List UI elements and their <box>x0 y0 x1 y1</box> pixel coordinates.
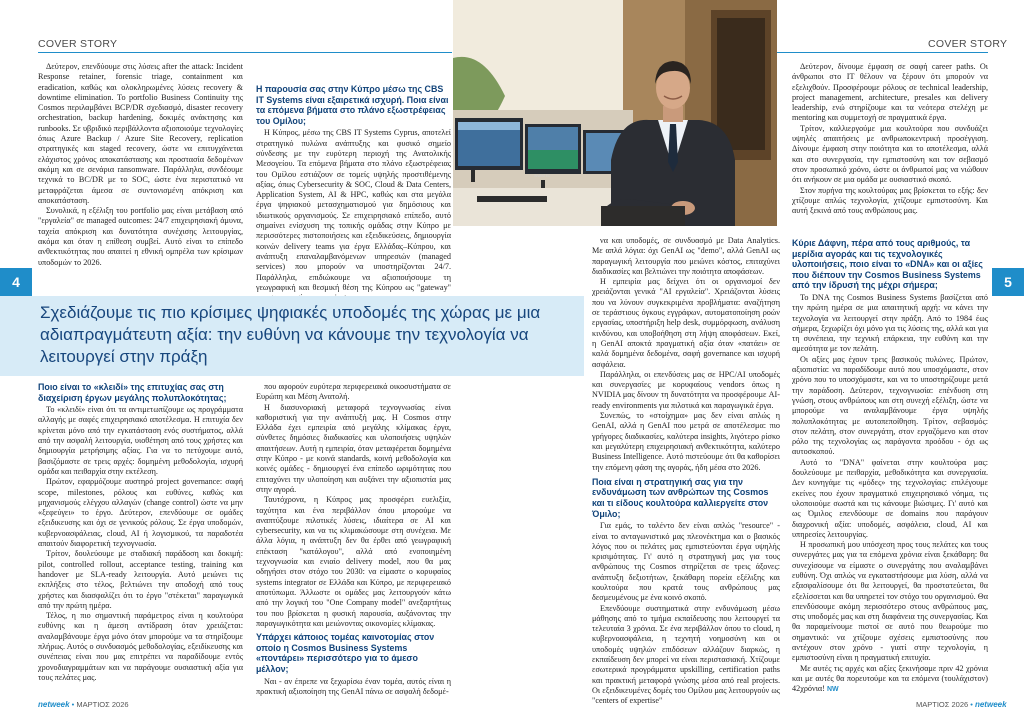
executive-photo <box>453 0 777 226</box>
page-number-right: 5 <box>992 268 1024 296</box>
paragraph: Αυτό το "DNA" φαίνεται στην κουλτούρα μας: δουλεύουμε με πειθαρχία, μεθοδικότητα και συνεργασία. Δεν κυνηγάμε τις «μόδες» της τεχνολογίας: επιλέγουμε εκείνες που έχουν πραγματικό επιχειρησιακό νόημα, τις υλοποιούμε σωστά και τις κάνουμε βιώσιμες. Γι' αυτό και ως Όμιλος επενδύουμε σε domains που παράγουν διαχρονική αξία: υποδομές, ασφάλεια, cloud, AI και υπηρεσίες λειτουργίας. <box>792 457 988 539</box>
paragraph: Ναι - αν έπρεπε να ξεχωρίσω έναν τομέα, αυτός είναι η πρακτική αξιοποίηση της GenAI πάνω σε ασφαλή δεδομέ- <box>256 676 451 696</box>
keyboard <box>477 196 547 202</box>
footer-brand: netweek <box>974 700 1007 709</box>
paragraph: Τρίτον, δουλεύουμε με σταδιακή παράδοση και δοκιμή: pilot, controlled rollout, acceptance testing, training και handover με SLA-ready λειτουργία. Αυτό μειώνει τις εκπλήξεις στο τέλος, βελτιώνει την αποδοχή από τους χρήστες και διασφαλίζει ότι το έργο "στέκεται" παραγωγικά από την πρώτη ημέρα. <box>38 549 243 610</box>
paragraph: Η διασυνοριακή μεταφορά τεχνογνωσίας είναι καθοριστική για την ανάπτυξή μας. Η Cosmos στην Ελλάδα έχει εμπειρία από μεγάλης κλίμακας έργα, σύνθετες δημόσιες διαδικασίες και υλοποιήσεις υψηλών απαιτήσεων. Αυτή η εμπειρία, όταν μεταφέρεται δομημένα στην Κύπρο - με κοινά standards, κοινή μεθοδολογία και κοινές ομάδες - δημιουργεί ένα επίπεδο ωριμότητας που επιταχύνει την υλοποίηση και αυξάνει την αξιοπιστία μας στην αγορά. <box>256 402 451 494</box>
paragraph: Το DNA της Cosmos Business Systems βασίζεται από την πρώτη ημέρα σε μια απαιτητική αρχή: να κάνει την τεχνολογία να λειτουργεί στην πράξη. Από το 1984 έως σήμερα, ξεχωρίζει όχι μόνο για τις λύσεις της, αλλά και για τη συνέπεια, την τεχνική επάρκεια, την ευθύνη και την αμεσότητα με τον πελάτη. <box>792 292 988 354</box>
footer-left <box>38 700 129 709</box>
header-rule-left <box>38 52 452 53</box>
footer-date: ΜΑΡΤΙΟΣ 2026 <box>916 700 969 709</box>
pull-quote-band <box>0 296 584 376</box>
paragraph: Συνεπώς, το «στοίχημα» μας δεν είναι απλώς η GenAI, αλλά η GenAI που μετρά σε αποτέλεσμα: πιο γρήγορες διαδικασίες, καλύτερα insights, λιγότερο ρίσκο και μεγαλύτερη επιχειρησιακή ανθεκτικότητα, καλύτερο Business Intelligence. Αυτό πιστεύουμε ότι θα καθορίσει την επόμενη φάση της αγοράς, ήδη μέσα στο 2026. <box>592 411 780 472</box>
paragraph: Δεύτερον, δίνουμε έμφαση σε σαφή career paths. Οι άνθρωποι στο IT θέλουν να ξέρουν ότι μπορούν να εξελιχθούν. Προσφέρουμε ρόλους σε technical leadership, project management, architecture, presales και delivery leadership, ενώ στηρίζουμε και τα νεότερα στελέχη με mentoring και συμμετοχή σε πραγματικά έργα. <box>792 62 988 123</box>
paragraph: Η προσωπική μου υπόσχεση προς τους πελάτες και τους συνεργάτες μας για τα επόμενα χρόνια είναι ξεκάθαρη: θα συνεχίσουμε να είμαστε ο συνεργάτης που αναλαμβάνει ευθύνη. Όχι απλώς να εγκαταστήσουμε μια λύση, αλλά να εξασφαλίσουμε ότι θα λειτουργεί, θα προστατεύεται, θα εξελίσσεται και θα υπηρετεί τον στόχο του οργανισμού. Θα επενδύσουμε ακόμη περισσότερο στους ανθρώπους μας, στις υποδομές μας και στη διαφάνεια της συνεργασίας. Και θα παραμείνουμε πιστοί σε αυτό που θεωρούμε πιο σημαντικό: να χτίζουμε σχέσεις εμπιστοσύνης που αντέχουν στον χρόνο - γιατί στην τεχνολογία, η εμπιστοσύνη είναι η πραγματική επιτυχία. <box>792 540 988 663</box>
footer-right <box>916 700 1007 709</box>
paragraph: Δεύτερον, επενδύουμε στις λύσεις after the attack: Incident Response retainer, forensic triage, containment και eradication, καθώς και ολοκληρωμένες λύσεις recovery & downtime elimination. Το portfolio Business Continuity της Cosmos περιλαμβάνει BCP/DR σχεδιασμό, disaster recovery orchestration, backup hardening, δοκιμές ανάκτησης και runbooks. Σε υβριδικό περιβάλλοντα αξιοποιούμε τεχνολογίες όπως Azure Backup / Azure Site Recovery, replication στρατηγικές και staged recovery, ώστε να επιτυγχάνεται ελάχιστος χρόνος αποκατάστασης και προστασία δεδομένων ακόμη και σε σενάρια ransomware. Παράλληλα, συνδέουμε τεχνικά το BC/DR με το SOC, ώστε ένα περιστατικό να μεταφράζεται άμεσα σε συντονισμένη απόκριση και αποκατάσταση. <box>38 62 243 205</box>
p5-col1 <box>592 236 780 706</box>
footer-dot: • <box>970 700 975 709</box>
question-heading: Κύριε Δάφνη, πέρα από τους αριθμούς, τα μερίδια αγοράς και τις τεχνολογικές υλοποιήσεις, ποιο είναι το «DNA» και οι αξίες που διέπουν την Cosmos Business Systems από την ίδρυσή της μέχρι σήμερα; <box>792 238 983 291</box>
paragraph: Τέλος, η πιο σημαντική παράμετρος είναι η κουλτούρα ευθύνης και η άμεση αντίδραση όταν χρειάζεται: αναλαμβάνουμε έργα μόνο όταν μπορούμε να τα στηρίξουμε πλήρως. Αυτός ο συνδυασμός μεθοδολογίας, εξειδίκευσης και συνέπειας είναι που μας επιτρέπει να παραδίδουμε εντός χρονοδιαγραμμάτων και να παράγουμε ουσιαστική αξία για τους πελάτες μας. <box>38 611 243 682</box>
paragraph: Για εμάς, το ταλέντο δεν είναι απλώς "resource" - είναι το ανταγωνιστικό μας πλεονέκτημα και ο βασικός λόγος που οι πελάτες μας εμπιστεύονται έργα υψηλής κρισιμότητας. Γι' αυτό η στρατηγική μας για τους ανθρώπους της Cosmos στηρίζεται σε τρεις άξονες: ανάπτυξη δεξιοτήτων, ξεκάθαρη πορεία εξέλιξης και κουλτούρα που κρατά τους ανθρώπους μας δεσμευμένους με ένα κοινό σκοπό. <box>592 521 780 603</box>
page-number-left: 4 <box>0 268 32 296</box>
section-label-left: COVER STORY <box>38 38 118 50</box>
paragraph: Το «κλειδί» είναι ότι τα αντιμετωπίζουμε ως προγράμματα αλλαγής με σαφές επιχειρησιακό αποτέλεσμα. Η επιτυχία δεν κρίνεται μόνο από την εγκατάσταση ενός συστήματος, αλλά από την ασφαλή λειτουργία, υιοθέτηση από τους χρήστες και δημιουργία μετρήσιμης αξίας. Για να το πετύχουμε αυτό, βασιζόμαστε σε τρεις αρχές: δομημένη μεθοδολογία, ισχυρή ομάδα και πειθαρχία στην εκτέλεση. <box>38 405 243 476</box>
paragraph: Παράλληλα, οι επενδύσεις μας σε HPC/AI υποδομές και συνεργασίες με κορυφαίους vendors όπως η NVIDIA μας δίνουν τη δυνατότητα να προσφέρουμε AI-ready environments για πιλοτικά και παραγωγικά έργα. <box>592 369 780 410</box>
question-heading: Υπάρχει κάποιος τομέας καινοτομίας στον οποίο η Cosmos Business Systems «ποντάρει» περισσότερο για το άμεσο μέλλον; <box>256 632 435 674</box>
closing-paragraph <box>792 664 988 696</box>
paragraph: Τρίτον, καλλιεργούμε μια κουλτούρα που συνδυάζει υψηλές απαιτήσεις με ανθρωποκεντρική προσέγγιση. Δίνουμε έμφαση στην ποιότητα και το αποτέλεσμα, αλλά και στο συνεργασία, την εμπιστοσύνη και τον σεβασμό στον προσωπικό χρόνο, ώστε οι άνθρωποί μας να νιώθουν ότι ανήκουν σε μια ομάδα με ουσιαστικό σκοπό. <box>792 123 988 185</box>
footer-dot: • <box>71 700 77 709</box>
p4-col1-bottom <box>38 382 243 696</box>
end-mark: NW <box>826 686 839 694</box>
footer-date: ΜΑΡΤΙΟΣ 2026 <box>76 700 129 709</box>
paragraph: να και υποδομές, σε συνδυασμό με Data Analytics. Με απλά λόγια: όχι GenAI ως "demo", αλλά GenAI ως παραγωγική λειτουργία που μειώνει κόστος, επιταχύνει διαδικασίες και βελτιώνει την ποιότητα αποφάσεων. <box>592 236 780 276</box>
footer-brand: netweek <box>38 700 70 709</box>
question-heading: Η παρουσία σας στην Κύπρο μέσω της CBS IT Systems είναι εξαιρετικά ισχυρή. Ποια είναι τα επόμενα βήματα στο πλάνο εξωστρέφειας του Ομίλου; <box>256 84 449 126</box>
p4-col1-top <box>38 62 243 288</box>
paragraph: Επενδύουμε συστηματικά στην ενδυνάμωση μέσω μάθησης από το τμήμα εκπαίδευσης που λειτουργεί τα τελευταία 3 χρόνια. Σε ένα περιβάλλον όπου το cloud, η κυβερνοασφάλεια, η τεχνητή νοημοσύνη και οι υποδομές υψηλών επιδόσεων αλλάζουν διαρκώς, η εκπαίδευση δεν μπορεί να είναι περιστασιακή. Χτίζουμε εσωτερικά προγράμματα upskilling, certification paths και πρακτική μεταφορά γνώσης μέσα από real projects. Οι εξειδικευμένες δομές του Ομίλου μας λειτουργούν ως "centers of expertise" <box>592 603 780 706</box>
monitor-brand-label: INVENTEC <box>534 174 551 178</box>
chair <box>601 206 685 226</box>
paragraph: Συνολικά, η εξέλιξη του portfolio μας είναι μετάβαση από "εργαλεία" σε managed outcomes: 24/7 επιχειρησιακή άμυνα, ταχεία απόκριση και δυνατότητα συνέχισης λειτουργίας, ακόμα και όταν η επίθεση συμβεί. Αυτό είναι το επίπεδο ανθεκτικότητας που απαιτεί η εθνική ομπρέλα των κρίσιμων υποδομών το 2026. <box>38 206 243 267</box>
section-label-right: COVER STORY <box>928 38 1008 50</box>
paragraph: που αφορούν ευρύτερα περιφερειακά οικοσυστήματα σε Ευρώπη και Μέση Ανατολή. <box>256 382 451 402</box>
paragraph: Πρώτον, εφαρμόζουμε αυστηρό project governance: σαφή scope, milestones, ρόλους και ευθύνες, καθώς και μηχανισμούς ελέγχου αλλαγών (change control) ώστε να μην «ξεφεύγει» το έργο. Δεύτερον, επενδύουμε σε ομάδες εξειδικευσης και όχι σε γενικούς ρόλους. Σε έργα υποδομών, κυβερνοασφάλειας, cloud, AI ή λογισμικού, τα παραδοτέα απαιτούν διαφορετική τεχνογνωσία. <box>38 477 243 549</box>
question-heading: Ποια είναι η στρατηγική σας για την ενδυνάμωση των ανθρώπων της Cosmos και τι είδους κουλτούρα καλλιεργείτε στον Όμιλο; <box>592 476 769 519</box>
paragraph: Η εμπειρία μας δείχνει ότι οι οργανισμοί δεν χρειάζονται γενικά "AI εργαλεία". Χρειάζονται λύσεις που να λύνουν συγκεκριμένα προβλήματα: αναζήτηση σε τεράστιους όγκους εγγράφων, αυτοματοποίηση ροών εργασίας, υποστήριξη help desk, συμμόρφωση, ανάλυση κινδύνου, και υποβοήθηση στη λήψη αποφάσεων. Εκεί, η GenAI αποκτά πραγματική αξία όταν «πατάει» σε καλά δομημένα δεδομένα, σαφή governance και ισχυρή ασφάλεια. <box>592 277 780 369</box>
p5-col2-top <box>792 62 988 234</box>
p4-col2-top <box>256 84 451 290</box>
paragraph: Ταυτόχρονα, η Κύπρος μας προσφέρει ευελιξία, ταχύτητα και ένα περιβάλλον όπου μπορούμε να αναπτύξουμε πιλοτικές λύσεις, ιδιαίτερα σε AI και cybersecurity, και να τις κλιμακώσουμε στη συνέχεια. Με άλλα λόγια, η ανάπτυξη δεν θα έρθει από γεωγραφική επέκταση "κατάλογου", αλλά από ενοποιημένη τεχνογνωσία και ενιαίο delivery model, που θα μας οδηγήσει στον στόχο του 2030: να είμαστε ο κορυφαίος systems integrator σε Ελλάδα και Κύπρο, με περιφερειακό αποτύπωμα. Άλλωστε οι ομάδες μας λειτουργούν κάτω από την λογική του "One Company model" ανεξαρτήτως του που βρίσκεται η φυσική παρουσία, αυξάνοντας την παραγωγικότητα και μειώνοντας οικονομίες κλίμακας. <box>256 495 451 628</box>
p5-col2-bottom <box>792 238 988 696</box>
pull-quote-text: Σχεδιάζουμε τις πιο κρίσιμες ψηφιακές υποδομές της χώρας με μια αδιαπραγμάτευτη αξία: την ευθύνη να κάνουμε την τεχνολογία να λειτουργεί στην πράξη <box>40 303 541 366</box>
paragraph: Οι αξίες μας έχουν τρεις βασικούς πυλώνες. Πρώτον, αξιοπιστία: να παραδίδουμε αυτό που υποσχόμαστε, στον χρόνο που το υποσχόμαστε, και να το υποστηρίζουμε μετά την παράδοση. Δεύτερον, τεχνογνωσία: επένδυση στη γνώση, στους ανθρώπους και στη συνεχή εξέλιξη, ώστε να μπορούμε να αναλαμβάνουμε έργα υψηλής πολυπλοκότητας με αυτοπεποίθηση. Τρίτον, σεβασμός: στον πελάτη, στον συνεργάτη, στον εργαζόμενο και στον ρόλο της τεχνολογίας ως παράγοντα προόδου - όχι ως αυτοσκοπού. <box>792 354 988 457</box>
paragraph: Στον πυρήνα της κουλτούρας μας βρίσκεται το εξής: δεν χτίζουμε απλώς τεχνολογία, χτίζουμε εμπιστοσύνη. Και αυτή ξεκινά από τους ανθρώπους μας. <box>792 185 988 216</box>
p4-col2-bottom <box>256 382 451 696</box>
question-heading: Ποιο είναι το «κλειδί» της επιτυχίας σας στη διαχείριση έργων μεγάλης πολυπλοκότητας; <box>38 382 227 403</box>
paragraph: Με αυτές τις αρχές και αξίες ξεκινήσαμε πριν 42 χρόνια και με αυτές θα πορευτούμε και τα επόμενα (τουλάχιστον) 42χρόνια! <box>792 663 988 694</box>
paragraph: Η Κύπρος, μέσω της CBS IT Systems Cyprus, αποτελεί στρατηγικό πυλώνα ανάπτυξης και φυσικό σημείο σύνδεσης με την ευρύτερη περιοχή της Ανατολικής Μεσογείου. Τα επόμενα βήματα στο πλάνο εξωστρέφειας του Ομίλου εστιάζουν σε τομείς υψηλής προστιθέμενης αξίας, όπως Cybersecurity & SOC, Cloud & Data Centers, Application System, AI & HPC, καθώς και στα μεγάλα έργα ψηφιακού μετασχηματισμού για δημόσιους και ιδιωτικούς οργανισμούς. Σε επιχειρησιακό επίπεδο, αυτό σημαίνει ενίσχυση της τοπικής ομάδας στην Κύπρο με περισσότερες πιστοποιήσεις και εξειδικεύσεις, δημιουργία κοινών delivery teams για έργα Ελλάδας–Κύπρου, και ανάπτυξη επαναλαμβανόμενων υπηρεσιών (managed services) που μπορούν να υποστηρίζονται 24/7. Παράλληλα, επιδιώκουμε να αξιοποιήσουμε τη γεωγραφική και θεσμική θέση της Κύπρου ως "gateway" <box>256 128 451 292</box>
